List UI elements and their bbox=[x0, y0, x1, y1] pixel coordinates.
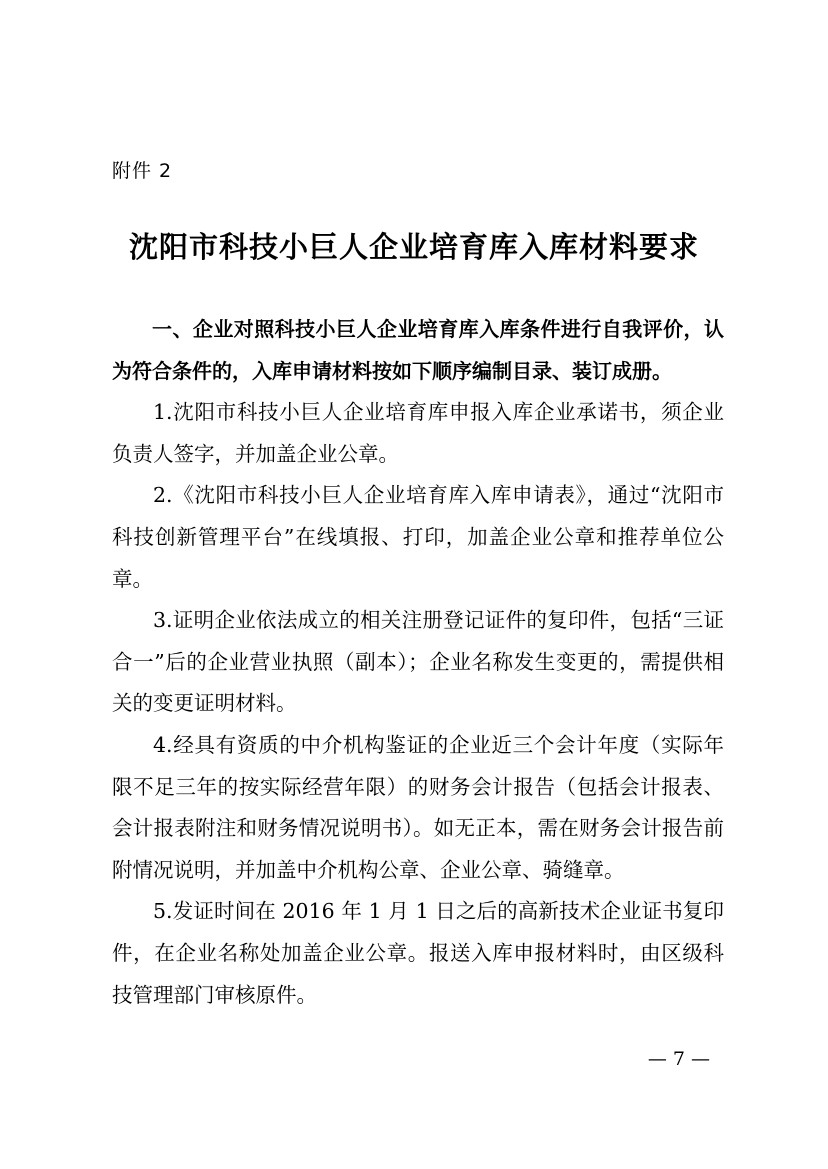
attachment-label: 附件 2 bbox=[112, 160, 173, 182]
intro-paragraph: 一、企业对照科技小巨人企业培育库入库条件进行自我评价，认为符合条件的，入库申请材料按如下顺序编制目录、装订成册。 bbox=[112, 317, 724, 383]
list-item: 4.经具有资质的中介机构鉴证的企业近三个会计年度（实际年限不足三年的按实际经营年限）的财务会计报告（包括会计报表、会计报表附注和财务情况说明书）。如无正本，需在财务会计报告前附情况说明，并加盖中介机构公章、企业公章、骑缝章。 bbox=[112, 732, 724, 882]
list-item: 2.《沈阳市科技小巨人企业培育库入库申请表》，通过“沈阳市科技创新管理平台”在线填报、打印，加盖企业公章和推荐单位公章。 bbox=[112, 483, 724, 591]
page-number: — 7 — bbox=[647, 1048, 710, 1070]
document-body bbox=[112, 309, 724, 1016]
document-title: 沈阳市科技小巨人企业培育库入库材料要求 bbox=[128, 230, 699, 264]
list-item: 1.沈阳市科技小巨人企业培育库申报入库企业承诺书，须企业负责人签字，并加盖企业公章。 bbox=[112, 400, 724, 466]
list-item: 3.证明企业依法成立的相关注册登记证件的复印件，包括“三证合一”后的企业营业执照（副本）；企业名称发生变更的，需提供相关的变更证明材料。 bbox=[112, 608, 724, 716]
list-item: 5.发证时间在 2016 年 1 月 1 日之后的高新技术企业证书复印件，在企业名称处加盖企业公章。报送入库申报材料时，由区级科技管理部门审核原件。 bbox=[112, 899, 724, 1007]
